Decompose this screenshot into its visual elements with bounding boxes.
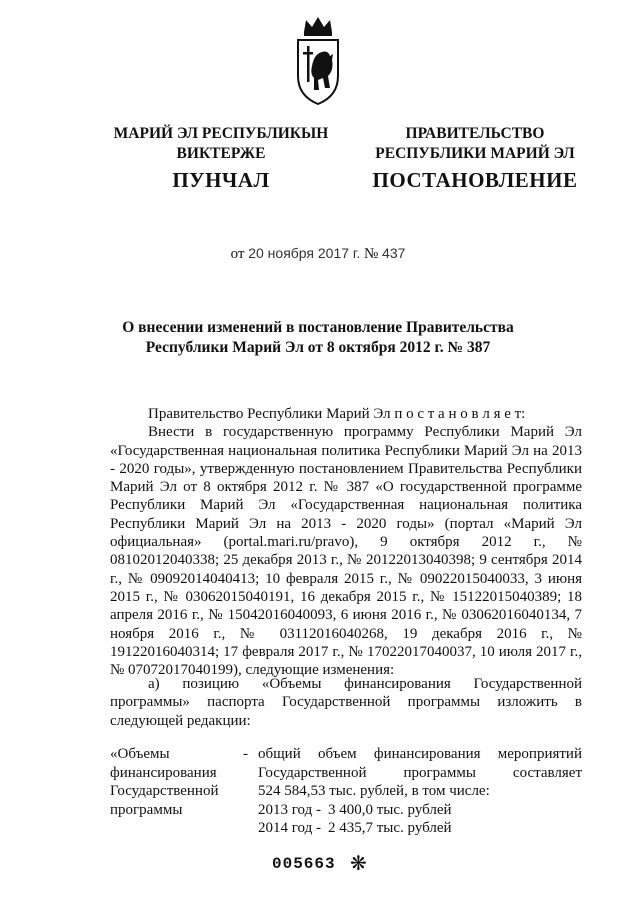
year-row <box>258 801 582 820</box>
year-row <box>258 819 582 838</box>
financing-total: 524 584,53 тыс. рублей, в том числе: <box>258 783 490 799</box>
header-right-line: ПРАВИТЕЛЬСТВО <box>405 125 545 142</box>
label-line: программы <box>110 801 183 818</box>
subpoint-a-text: а) позицию «Объемы финансирования Государственной программы» паспорта Государственной программы изложить в следующей редакции: <box>110 676 582 729</box>
title-line: Республики Марий Эл от 8 октября 2012 г. № 387 <box>145 339 491 356</box>
year-amount: 2 435,7 тыс. рублей <box>328 820 452 836</box>
table-dash: - <box>243 746 248 762</box>
financing-label <box>110 745 240 819</box>
label-line: финансирования <box>110 764 217 781</box>
header-right-authority <box>350 124 600 164</box>
doc-type-left: ПУНЧАЛ <box>172 168 270 192</box>
label-line: «Объемы <box>110 746 170 762</box>
financing-summary: общий объем финансирования мероприятий Государственной программы составляет <box>258 746 582 781</box>
serial-number: 005663 <box>272 855 336 873</box>
document-title <box>100 318 536 358</box>
financing-value <box>258 745 582 838</box>
date-line <box>0 245 636 263</box>
date-value: 20 ноября 2017 г. <box>248 245 361 261</box>
coat-of-arms-emblem <box>290 14 346 106</box>
date-prefix: от <box>230 246 245 262</box>
preamble-main: Внести в государственную программу Республики Марий Эл «Государственная национальная политика Республики Марий Эл на 2013 - 2020 годы», утвержденную постановлением Правительства Республики Марий Эл от 8 октября 2012 г. № 387 «О государственной программе Республики Марий Эл «Государственная национальная политика Республики Марий Эл на 2013 - 2020 годы» (портал «Марий Эл официальная» (portal.mari.ru/pravo), 9 октября 2012 г., № 08102012040338; 25 декабря 2013 г., № 20122013040398; 9 сентября 2014 г., № 09092014040413; 10 февраля 2015 г., № 09022015040033, 3 июня 2015 г., № 03062015040191, 16 декабря 2015 г., № 15122015040389; 18 апреля 2016 г., № 15042016040093, 6 июня 2016 г., № 03062016040134, 7 ноября 2016 г., № 03112016040268, 19 декабря 2016 г., № 19122016040314; 17 февраля 2017 г., № 17022017040037, 10 июля 2017 г., № 07072017040199), следующие изменения: <box>110 424 582 679</box>
header-left-authority <box>96 124 346 164</box>
doc-type-right: ПОСТАНОВЛЕНИЕ <box>372 168 578 192</box>
header-left-line: МАРИЙ ЭЛ РЕСПУБЛИКЫН <box>113 125 329 142</box>
header-right-line: РЕСПУБЛИКИ МАРИЙ ЭЛ <box>375 145 575 162</box>
title-line: О внесении изменений в постановление Правительства <box>122 319 514 336</box>
header-left-line: ВИКТЕРЖЕ <box>176 145 266 162</box>
number-prefix: № <box>363 246 379 262</box>
stamp-mark-icon: ❋ <box>350 851 367 875</box>
year-label: 2014 год - <box>258 820 321 836</box>
year-amount: 3 400,0 тыс. рублей <box>328 801 452 818</box>
subpoint-a <box>110 675 582 730</box>
year-label: 2013 год - <box>258 801 321 818</box>
preamble-lead: Правительство Республики Марий Эл п о с т а н о в л я е т: <box>148 406 526 422</box>
label-line: Государственной <box>110 783 219 799</box>
document-number: 437 <box>382 245 406 261</box>
preamble <box>110 405 582 679</box>
